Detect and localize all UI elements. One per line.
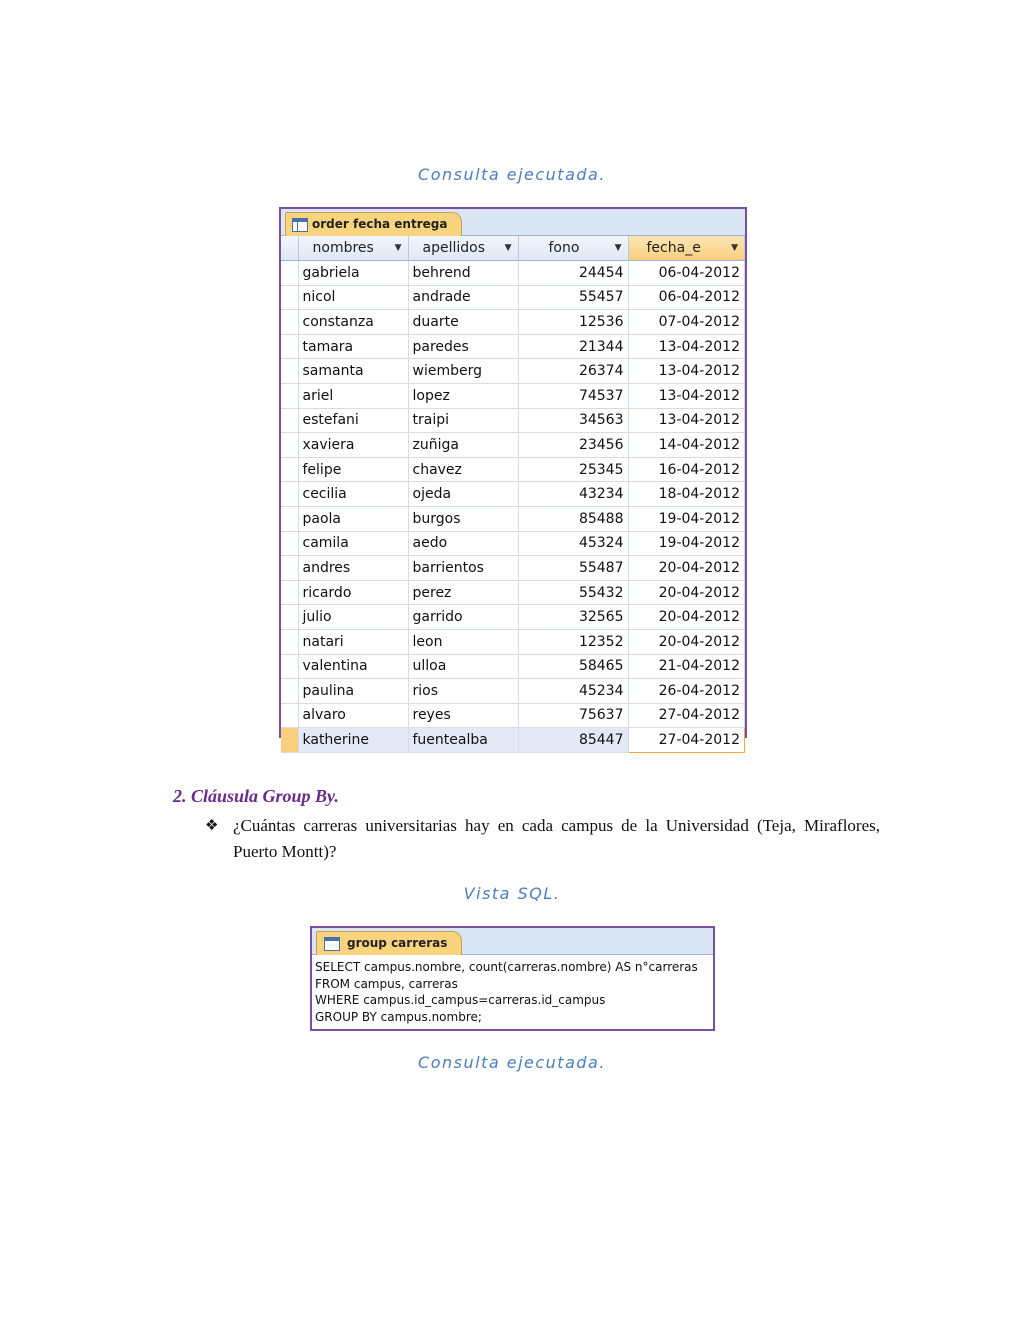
row-selector[interactable]	[281, 679, 298, 704]
row-selector[interactable]	[281, 506, 298, 531]
row-selector[interactable]	[281, 310, 298, 335]
cell-fecha-e[interactable]: 21-04-2012	[628, 654, 745, 679]
cell-fono[interactable]: 85488	[518, 506, 628, 531]
cell-apellidos[interactable]: lopez	[408, 383, 518, 408]
cell-nombres[interactable]: constanza	[298, 310, 408, 335]
table-row[interactable]	[281, 556, 745, 581]
column-header-apellidos[interactable]: apellidos ▼	[408, 236, 518, 261]
sql-line: GROUP BY campus.nombre;	[315, 1009, 482, 1024]
select-all-corner[interactable]	[281, 236, 298, 261]
cell-fecha-e[interactable]: 26-04-2012	[628, 679, 745, 704]
cell-fono[interactable]: 32565	[518, 605, 628, 630]
query-icon	[292, 218, 308, 232]
cell-fono[interactable]: 55432	[518, 580, 628, 605]
cell-apellidos[interactable]: ojeda	[408, 482, 518, 507]
cell-fono[interactable]: 45324	[518, 531, 628, 556]
cell-nombres[interactable]: felipe	[298, 457, 408, 482]
cell-apellidos[interactable]: traipi	[408, 408, 518, 433]
cell-apellidos[interactable]: wiemberg	[408, 359, 518, 384]
cell-fecha-e[interactable]: 20-04-2012	[628, 556, 745, 581]
cell-fono[interactable]: 75637	[518, 703, 628, 728]
cell-apellidos[interactable]: fuentealba	[408, 728, 518, 753]
cell-fecha-e[interactable]: 06-04-2012	[628, 285, 745, 310]
table-row[interactable]	[281, 433, 745, 458]
table-row[interactable]	[281, 359, 745, 384]
caption-query-executed-bottom: Consulta ejecutada.	[418, 1053, 606, 1072]
table-row[interactable]	[281, 408, 745, 433]
cell-fono[interactable]: 45234	[518, 679, 628, 704]
row-selector[interactable]	[281, 654, 298, 679]
cell-nombres[interactable]: andres	[298, 556, 408, 581]
cell-fecha-e[interactable]: 20-04-2012	[628, 629, 745, 654]
table-row[interactable]	[281, 654, 745, 679]
cell-apellidos[interactable]: barrientos	[408, 556, 518, 581]
row-selector[interactable]	[281, 383, 298, 408]
cell-apellidos[interactable]: behrend	[408, 261, 518, 286]
cell-nombres[interactable]: samanta	[298, 359, 408, 384]
row-selector[interactable]	[281, 285, 298, 310]
cell-fecha-e[interactable]: 27-04-2012	[628, 703, 745, 728]
table-row[interactable]	[281, 482, 745, 507]
cell-fecha-e[interactable]: 19-04-2012	[628, 506, 745, 531]
sql-titlebar	[312, 928, 713, 955]
cell-fono[interactable]: 26374	[518, 359, 628, 384]
sql-query-tab[interactable]	[316, 931, 462, 955]
cell-fecha-e[interactable]: 20-04-2012	[628, 605, 745, 630]
row-selector[interactable]	[281, 457, 298, 482]
dropdown-arrow-icon[interactable]: ▼	[504, 243, 512, 253]
cell-fono[interactable]: 85447	[518, 728, 628, 753]
cell-fecha-e[interactable]: 06-04-2012	[628, 261, 745, 286]
cell-fono[interactable]: 74537	[518, 383, 628, 408]
cell-fono[interactable]: 24454	[518, 261, 628, 286]
row-selector[interactable]	[281, 408, 298, 433]
row-selector[interactable]	[281, 531, 298, 556]
cell-fono[interactable]: 43234	[518, 482, 628, 507]
row-selector[interactable]	[281, 556, 298, 581]
column-header-nombres[interactable]: nombres ▼	[298, 236, 408, 261]
cell-apellidos[interactable]: ulloa	[408, 654, 518, 679]
cell-nombres[interactable]: xaviera	[298, 433, 408, 458]
cell-apellidos[interactable]: zuñiga	[408, 433, 518, 458]
cell-nombres[interactable]: gabriela	[298, 261, 408, 286]
cell-fecha-e[interactable]: 14-04-2012	[628, 433, 745, 458]
cell-fecha-e[interactable]: 13-04-2012	[628, 334, 745, 359]
column-header-fono[interactable]: fono ▼	[518, 236, 628, 261]
cell-nombres[interactable]: natari	[298, 629, 408, 654]
cell-nombres[interactable]: ricardo	[298, 580, 408, 605]
table-row[interactable]	[281, 531, 745, 556]
query-tab-label: order fecha entrega	[312, 217, 448, 231]
query-tab[interactable]	[285, 212, 462, 236]
cell-apellidos[interactable]: duarte	[408, 310, 518, 335]
cell-fono[interactable]: 55487	[518, 556, 628, 581]
cell-fecha-e[interactable]: 19-04-2012	[628, 531, 745, 556]
cell-fecha-e[interactable]: 16-04-2012	[628, 457, 745, 482]
table-row[interactable]	[281, 580, 745, 605]
cell-apellidos[interactable]: chavez	[408, 457, 518, 482]
table-row[interactable]	[281, 629, 745, 654]
row-selector[interactable]	[281, 482, 298, 507]
cell-apellidos[interactable]: leon	[408, 629, 518, 654]
cell-nombres[interactable]: alvaro	[298, 703, 408, 728]
cell-nombres[interactable]: katherine	[298, 728, 408, 753]
cell-apellidos[interactable]: aedo	[408, 531, 518, 556]
table-row[interactable]	[281, 728, 745, 753]
cell-apellidos[interactable]: andrade	[408, 285, 518, 310]
caption-query-executed: Consulta ejecutada.	[418, 165, 606, 184]
datasheet-titlebar	[281, 209, 745, 236]
cell-fono[interactable]: 58465	[518, 654, 628, 679]
cell-apellidos[interactable]: rios	[408, 679, 518, 704]
dropdown-arrow-icon[interactable]: ▼	[731, 243, 738, 253]
cell-fono[interactable]: 21344	[518, 334, 628, 359]
cell-nombres[interactable]: julio	[298, 605, 408, 630]
table-row[interactable]	[281, 605, 745, 630]
column-header-fecha-e[interactable]: fecha_e ▼	[628, 236, 745, 261]
row-selector[interactable]	[281, 580, 298, 605]
cell-apellidos[interactable]: burgos	[408, 506, 518, 531]
cell-nombres[interactable]: camila	[298, 531, 408, 556]
cell-apellidos[interactable]: reyes	[408, 703, 518, 728]
cell-nombres[interactable]: valentina	[298, 654, 408, 679]
row-selector[interactable]	[281, 433, 298, 458]
cell-apellidos[interactable]: perez	[408, 580, 518, 605]
question-text: ¿Cuántas carreras universitarias hay en cada campus de la Universidad (Teja, Miraflores, Puerto Montt)?	[233, 816, 880, 861]
cell-fecha-e[interactable]: 20-04-2012	[628, 580, 745, 605]
cell-fecha-e[interactable]: 27-04-2012	[628, 728, 745, 753]
cell-fono[interactable]: 12536	[518, 310, 628, 335]
sql-line: SELECT campus.nombre, count(carreras.nombre) AS n°carreras	[315, 960, 698, 974]
sql-line: FROM campus, carreras	[315, 976, 458, 991]
cell-fecha-e[interactable]: 18-04-2012	[628, 482, 745, 507]
cell-nombres[interactable]: cecilia	[298, 482, 408, 507]
cell-nombres[interactable]: paola	[298, 506, 408, 531]
table-row[interactable]	[281, 334, 745, 359]
cell-nombres[interactable]: estefani	[298, 408, 408, 433]
datasheet-view	[279, 207, 747, 749]
cell-fecha-e[interactable]: 13-04-2012	[628, 408, 745, 433]
cell-apellidos[interactable]: garrido	[408, 605, 518, 630]
cell-nombres[interactable]: paulina	[298, 679, 408, 704]
row-selector[interactable]	[281, 703, 298, 728]
sql-line: WHERE campus.id_campus=carreras.id_campus	[315, 993, 606, 1007]
dropdown-arrow-icon[interactable]: ▼	[394, 243, 402, 253]
question-bullet	[205, 813, 880, 865]
table-row[interactable]	[281, 679, 745, 704]
cell-nombres[interactable]: nicol	[298, 285, 408, 310]
table-row[interactable]	[281, 310, 745, 335]
cell-fecha-e[interactable]: 07-04-2012	[628, 310, 745, 335]
sql-tab-label: group carreras	[347, 936, 448, 950]
cell-nombres[interactable]: tamara	[298, 334, 408, 359]
dropdown-arrow-icon[interactable]: ▼	[614, 243, 622, 253]
table-row[interactable]	[281, 457, 745, 482]
header-row	[281, 236, 745, 261]
cell-fono[interactable]: 55457	[518, 285, 628, 310]
datasheet-table	[281, 236, 745, 753]
row-selector[interactable]	[281, 629, 298, 654]
cell-nombres[interactable]: ariel	[298, 383, 408, 408]
caption-sql-view: Vista SQL.	[463, 884, 561, 903]
table-row[interactable]	[281, 506, 745, 531]
cell-fono[interactable]: 23456	[518, 433, 628, 458]
diamond-bullet-icon: ❖	[205, 818, 219, 834]
table-row[interactable]	[281, 703, 745, 728]
cell-fono[interactable]: 12352	[518, 629, 628, 654]
row-selector[interactable]	[281, 334, 298, 359]
row-selector[interactable]	[281, 261, 298, 286]
table-row[interactable]	[281, 285, 745, 310]
cell-fecha-e[interactable]: 13-04-2012	[628, 359, 745, 384]
sql-view-window	[310, 926, 715, 1031]
sql-code[interactable]	[312, 955, 713, 1029]
section-heading: 2. Cláusula Group By.	[173, 786, 339, 806]
cell-apellidos[interactable]: paredes	[408, 334, 518, 359]
row-selector[interactable]	[281, 728, 298, 753]
cell-fono[interactable]: 34563	[518, 408, 628, 433]
row-selector[interactable]	[281, 605, 298, 630]
cell-fono[interactable]: 25345	[518, 457, 628, 482]
table-row[interactable]	[281, 261, 745, 286]
cell-fecha-e[interactable]: 13-04-2012	[628, 383, 745, 408]
table-row[interactable]	[281, 383, 745, 408]
row-selector[interactable]	[281, 359, 298, 384]
query-icon	[324, 937, 340, 951]
